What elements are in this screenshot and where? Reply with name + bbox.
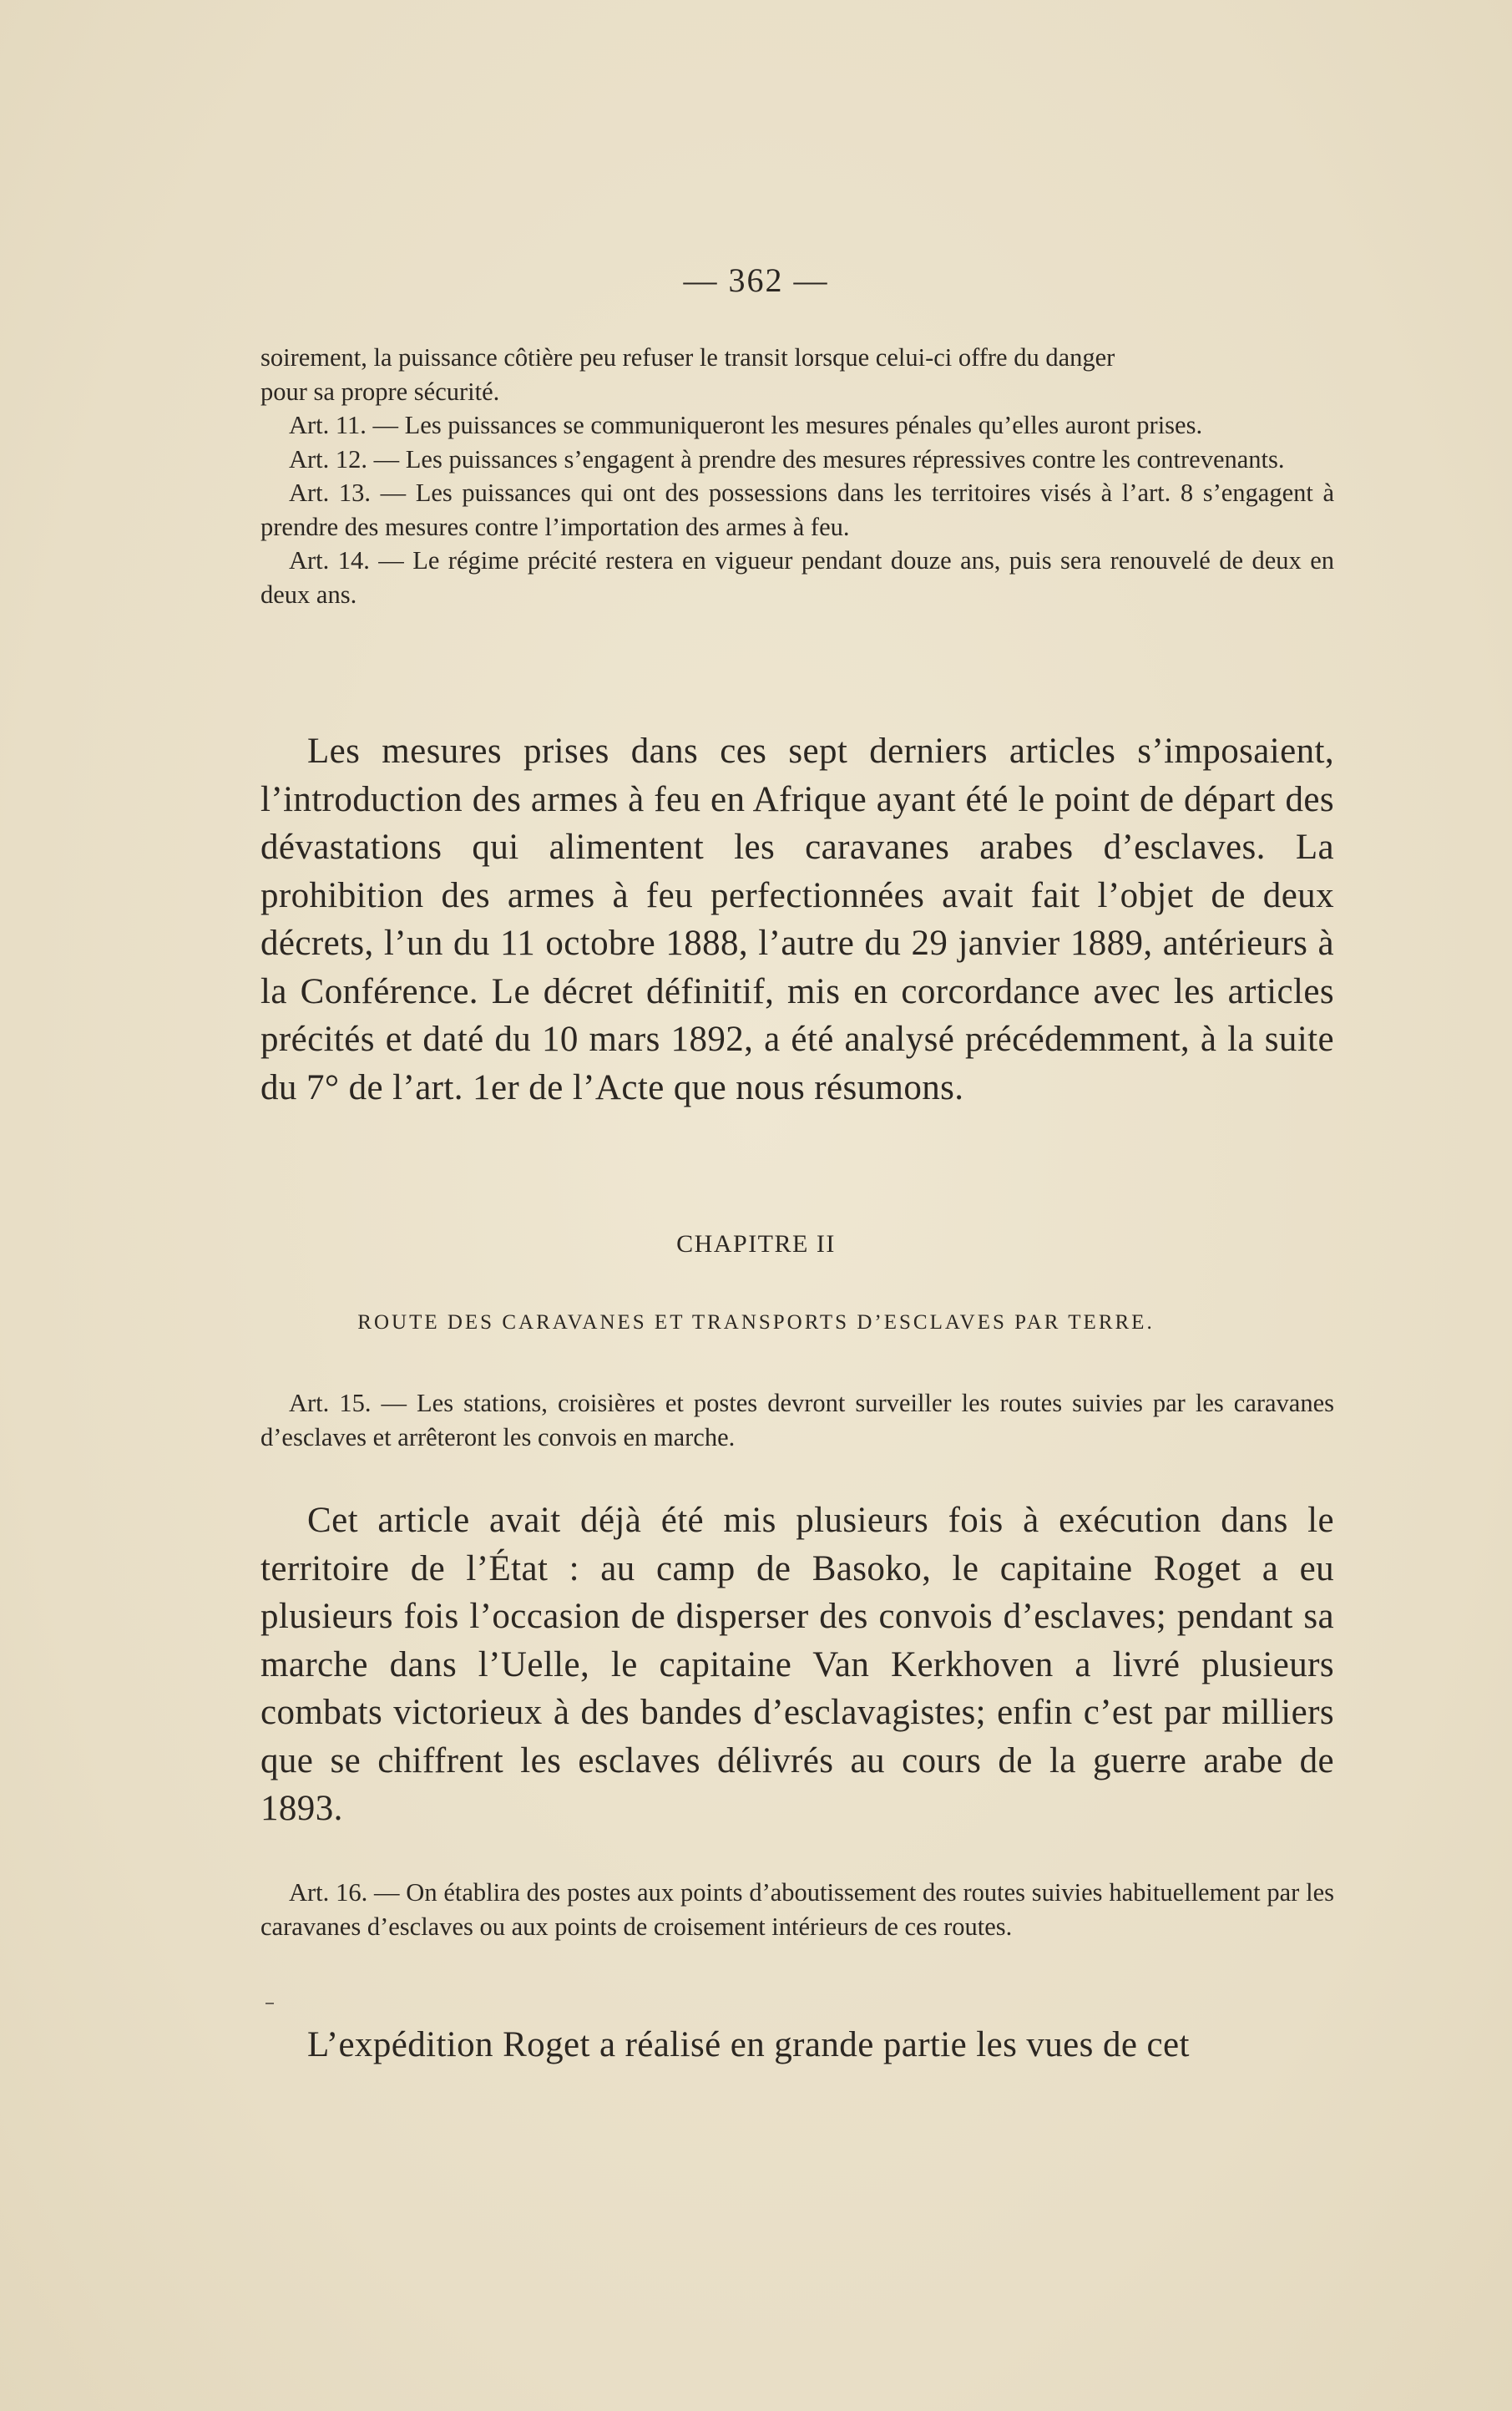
article-11: Art. 11. — Les puissances se communiqueront les mesures pénales qu’elles auront prises. [289,411,1203,439]
paragraph-3-text: L’expédition Roget a réalisé en grande partie les vues de cet [307,2025,1190,2064]
article-14: Art. 14. — Le régime précité restera en vigueur pendant douze ans, puis sera renouvelé de deux en deux ans. [260,546,1334,609]
article-15-block [260,1386,1334,1454]
commentary-paragraph-1 [260,727,1334,1112]
commentary-paragraph-2 [260,1497,1334,1833]
page-number: — 362 — [683,261,829,299]
article-16-block [260,1876,1334,1943]
paragraph-2-text: Cet article avait déjà été mis plusieurs fois à exécution dans le territoire de l’État : au camp de Basoko, le capitaine Roget a eu plusieurs fois l’occasion de disperser des convois d’esclaves; pendant sa marche dans l’Uelle, le capitaine Van Kerkhoven a livré plusieurs combats victorieux à des bandes d’esclavagistes; enfin c’est par milliers que se chiffrent les esclaves délivrés au cours de la guerre arabe de 1893. [260,1501,1334,1828]
article-12: Art. 12. — Les puissances s’engagent à prendre des mesures répressives contre les contrevenants. [289,444,1285,474]
paragraph-1-text: Les mesures prises dans ces sept derniers articles s’imposaient, l’introduction des armes à feu en Afrique ayant été le point de départ des dévastations qui alimentent les caravanes arabes d’esclaves. La prohibition des armes à feu perfectionnées avait fait l’objet de deux décrets, l’un du 11 octobre 1888, l’autre du 29 janvier 1889, antérieurs à la Conférence. Le décret définitif, mis en corcordance avec les articles précités et daté du 10 mars 1892, a été analysé précédemment, à la suite du 7° de l’art. 1er de l’Acte que nous résumons. [260,732,1334,1107]
quote-line-2: pour sa propre sécurité. [260,377,500,406]
commentary-paragraph-3 [260,2021,1334,2069]
chapter-title: CHAPITRE II [676,1230,836,1258]
article-13: Art. 13. — Les puissances qui ont des possessions dans les territoires visés à l’art. 8 s’engagent à prendre des mesures contre l’importation des armes à feu. [260,479,1334,541]
chapter-subtitle: ROUTE DES CARAVANES ET TRANSPORTS D’ESCLAVES PAR TERRE. [357,1311,1155,1334]
article-15: Art. 15. — Les stations, croisières et postes devront surveiller les routes suivies par les caravanes d’esclaves et arrêteront les convois en marche. [260,1389,1334,1451]
article-16: Art. 16. — On établira des postes aux points d’aboutissement des routes suivies habituellement par les caravanes d’esclaves ou aux points de croisement intérieurs de ces routes. [260,1878,1334,1941]
quote-line-1: soirement, la puissance côtière peu refuser le transit lorsque celui-ci offre du danger [260,343,1115,372]
print-mark [265,2003,274,2004]
quoted-articles-block [260,341,1334,611]
